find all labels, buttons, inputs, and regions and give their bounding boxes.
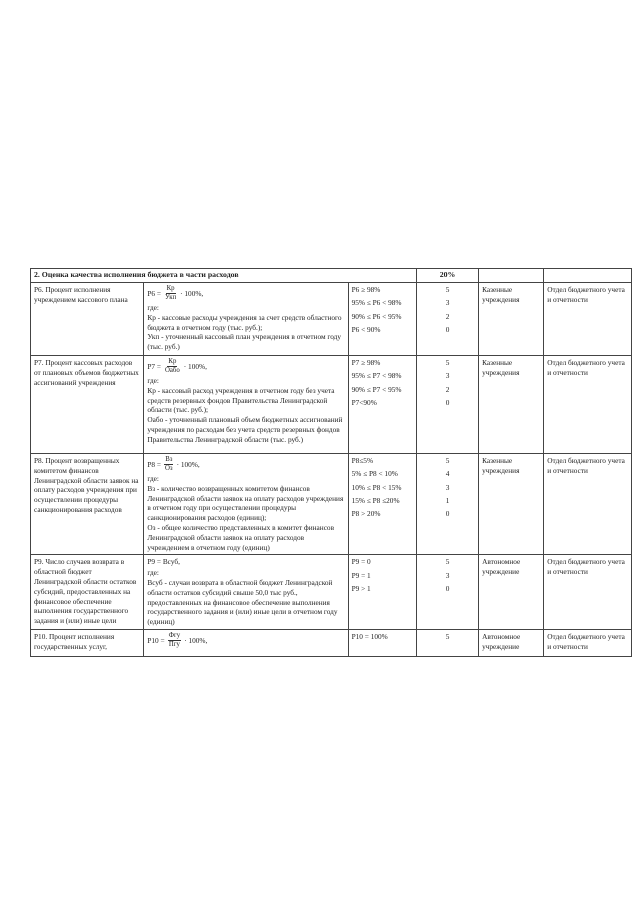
- section-title: 2. Оценка качества исполнения бюджета в части расходов: [31, 269, 417, 283]
- indicator-row: [31, 356, 632, 454]
- score-condition: Р9 > 1: [351, 583, 371, 593]
- formula-numerator: Вз: [165, 456, 173, 463]
- formula-denominator: Оабо: [165, 367, 180, 374]
- formula-description-line: Вз - количество возвращенных комитетом финансов Ленинградской области заявок на оплату расходов учреждения в отчетном году при осуществлении процедуры санкционирования расходов (единиц);: [147, 483, 344, 523]
- formula: [147, 456, 344, 473]
- institution-type: Автономное учреждение: [479, 555, 544, 630]
- institution-type: Казенные учреждения: [479, 454, 544, 555]
- formula-numerator: Кр: [166, 285, 175, 292]
- section-header-row: [31, 269, 632, 283]
- formula-fraction: [164, 358, 181, 375]
- formula-lhs: Р10 =: [147, 635, 165, 645]
- formula: [147, 557, 344, 567]
- formula-cell: [144, 283, 348, 356]
- indicator-name: Р10. Процент исполнения государственных услуг,: [31, 629, 144, 656]
- point-value: 5: [445, 358, 450, 367]
- score-conditions: [348, 629, 416, 656]
- score-conditions: [348, 283, 416, 356]
- point-value: 0: [445, 324, 450, 334]
- responsible-department: Отдел бюджетного учета и отчетности: [544, 454, 632, 555]
- score-condition: 15% ≤ Р8 ≤20%: [351, 495, 400, 505]
- point-value: 0: [445, 397, 450, 407]
- points: [417, 356, 479, 454]
- point-value: 1: [445, 495, 450, 505]
- score-condition: Р8≤5%: [351, 456, 374, 465]
- formula-description-line: Оз - общее количество представленных в комитет финансов Ленинградской области заявок на оплату расходов учреждением в отчетном году (единиц): [147, 522, 335, 552]
- point-value: 5: [445, 557, 450, 567]
- point-value: 2: [445, 311, 450, 321]
- indicator-name: Р6. Процент исполнения учреждением кассового плана: [31, 283, 144, 356]
- formula-description-line: Оабо - уточненный плановый объем бюджетных ассигнований учреждения по расходам без учета средств резервных фондов Правительства Ленинградской области (тыс. руб.): [147, 415, 343, 444]
- score-conditions: [348, 356, 416, 454]
- score-condition: Р7 ≥ 98%: [351, 358, 381, 367]
- formula-description-line: где:: [147, 474, 159, 483]
- points: [417, 454, 479, 555]
- section-weight: 20%: [417, 269, 479, 283]
- indicator-row: [31, 454, 632, 555]
- formula-rhs: · 100%,: [180, 288, 204, 298]
- formula-lhs: Р8 =: [147, 459, 161, 469]
- formula-description-line: Кр - кассовые расходы учреждения за счет средств областного бюджета в отчетном году (тыс. руб.);: [147, 312, 342, 332]
- indicator-row: [31, 283, 632, 356]
- score-condition: Р8 > 20%: [351, 509, 381, 519]
- formula-denominator: Пгу: [168, 640, 180, 648]
- point-value: 5: [445, 456, 450, 465]
- institution-type: Казенные учреждения: [479, 356, 544, 454]
- point-value: 0: [445, 509, 450, 519]
- indicator-name: Р8. Процент возвращенных комитетом финансов Ленинградской области заявок на оплату расходов учреждения при осуществлении процедуры санкционирования расходов: [31, 454, 144, 555]
- formula-description-line: где:: [147, 568, 159, 578]
- point-value: 3: [445, 371, 450, 381]
- empty-cell: [479, 269, 544, 283]
- point-value: 3: [445, 298, 450, 308]
- indicator-row: [31, 629, 632, 656]
- score-condition: 10% ≤ Р8 < 15%: [351, 482, 402, 492]
- institution-type: Казенные учреждения: [479, 283, 544, 356]
- score-condition: Р10 = 100%: [351, 631, 388, 641]
- formula-description-line: Кр - кассовый расход учреждения в отчетном году без учета средств резервных фондов Правительства Ленинградской области (тыс. руб.);: [147, 385, 335, 415]
- formula-fraction: [168, 632, 182, 649]
- score-condition: Р6 ≥ 98%: [351, 285, 381, 294]
- score-condition: 95% ≤ Р7 < 98%: [351, 371, 402, 381]
- formula-rhs: · 100%,: [183, 361, 207, 371]
- points: [417, 555, 479, 630]
- formula-description-line: Укп - уточненный кассовый план учреждения в отчетном году (тыс. руб.): [147, 332, 342, 352]
- formula-fraction: [164, 285, 177, 302]
- formula-rhs: · 100%,: [184, 635, 208, 645]
- score-condition: Р9 = 0: [351, 557, 371, 567]
- formula: [147, 632, 344, 649]
- formula: [147, 285, 344, 302]
- formula-description-line: где:: [147, 303, 159, 312]
- indicator-name: Р9. Число случаев возврата в областной бюджет Ленинградской области остатков субсидий, предоставленных на финансовое обеспечение выполнения государственного задания и (или) иные цели: [31, 555, 144, 630]
- point-value: 4: [445, 469, 450, 479]
- indicator-row: [31, 555, 632, 630]
- score-conditions: [348, 555, 416, 630]
- formula-lhs: Р7 =: [147, 361, 161, 371]
- responsible-department: Отдел бюджетного учета и отчетности: [544, 555, 632, 630]
- formula-denominator: Укп: [165, 294, 177, 301]
- budget-quality-table: [30, 268, 632, 657]
- responsible-department: Отдел бюджетного учета и отчетности: [544, 356, 632, 454]
- formula-cell: [144, 454, 348, 555]
- point-value: 5: [445, 631, 450, 641]
- formula-rhs: · 100%,: [176, 459, 200, 469]
- score-condition: Р6 < 90%: [351, 324, 381, 334]
- score-condition: Р7<90%: [351, 397, 377, 407]
- formula: [147, 358, 344, 375]
- indicator-name: Р7. Процент кассовых расходов от плановых объемов бюджетных ассигнований учреждения: [31, 356, 144, 454]
- score-condition: 90% ≤ Р6 < 95%: [351, 311, 402, 321]
- point-value: 3: [445, 482, 450, 492]
- point-value: 3: [445, 570, 450, 580]
- point-value: 0: [445, 583, 450, 593]
- formula-description-line: где:: [147, 376, 159, 385]
- formula-cell: [144, 629, 348, 656]
- formula-cell: [144, 356, 348, 454]
- score-conditions: [348, 454, 416, 555]
- score-condition: Р9 = 1: [351, 570, 371, 580]
- formula-lhs: Р9 = Всуб,: [147, 557, 180, 567]
- empty-cell: [544, 269, 632, 283]
- score-condition: 5% ≤ Р8 < 10%: [351, 469, 398, 479]
- responsible-department: Отдел бюджетного учета и отчетности: [544, 283, 632, 356]
- formula-fraction: [164, 456, 174, 473]
- score-condition: 90% ≤ Р7 < 95%: [351, 384, 402, 394]
- points: [417, 283, 479, 356]
- formula-denominator: Оз: [165, 465, 173, 472]
- point-value: 2: [445, 384, 450, 394]
- formula-lhs: Р6 =: [147, 288, 161, 298]
- responsible-department: Отдел бюджетного учета и отчетности: [544, 629, 632, 656]
- formula-numerator: Фгу: [168, 631, 181, 639]
- formula-numerator: Кр: [168, 358, 177, 365]
- point-value: 5: [445, 285, 450, 294]
- formula-cell: [144, 555, 348, 630]
- score-condition: 95% ≤ Р6 < 98%: [351, 298, 402, 308]
- institution-type: Автономное учреждение: [479, 629, 544, 656]
- points: [417, 629, 479, 656]
- formula-description-line: Всуб - случаи возврата в областной бюджет Ленинградской области остатков субсидий свыше 50,0 тыс руб., предоставленных на финансовое обеспечение выполнения государственного задания и (или) иные цели в отчетном году (единиц): [147, 577, 338, 627]
